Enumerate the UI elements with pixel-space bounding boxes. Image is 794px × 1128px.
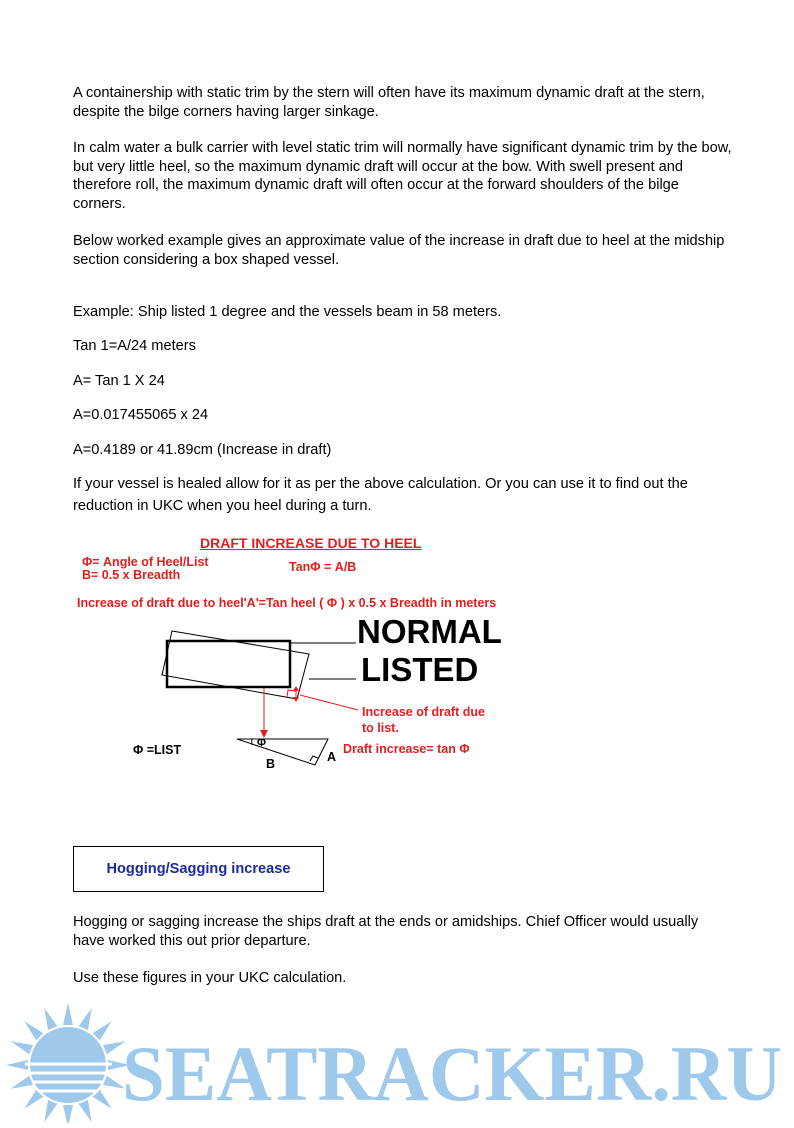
tan-formula: TanΦ = A/B	[289, 560, 357, 574]
legend-breadth: B= 0.5 x Breadth	[82, 568, 181, 582]
heel-triangle	[237, 739, 328, 765]
sun-logo	[0, 1000, 794, 1123]
hogging-sagging-title: Hogging/Sagging increase	[106, 861, 291, 877]
example-step-1: Tan 1=A/24 meters	[73, 338, 196, 354]
watermark	[0, 1000, 794, 1128]
example-step-4: A=0.4189 or 41.89cm (Increase in draft)	[73, 442, 332, 458]
example-step-3: A=0.017455065 x 24	[73, 407, 209, 423]
phi-list-label: Φ =LIST	[133, 743, 182, 757]
example-step-2: A= Tan 1 X 24	[73, 373, 165, 389]
use-figures-text: Use these figures in your UKC calculation.	[73, 970, 347, 986]
diagram-shapes	[0, 600, 794, 880]
paragraph-containership: A containership with static trim by the stern will often have its maximum dynamic draft at the stern, despite the bilge corners having larger sinkage.	[73, 85, 705, 120]
hogging-sagging-box	[73, 846, 324, 892]
right-angle-mark	[287, 690, 295, 697]
listed-label: LISTED	[361, 651, 479, 688]
normal-label: NORMAL	[357, 613, 502, 650]
increase-label-2: to list.	[362, 721, 399, 735]
legend-phi: Φ= Angle of Heel/List	[82, 555, 209, 569]
hogging-text: Hogging or sagging increase the ships draft at the ends or amidships. Chief Officer would usually have worked this out prior departure.	[73, 914, 699, 949]
paragraph-worked-example-intro: Below worked example gives an approximate value of the increase in draft due to heel at the midship section considering a box shaped vessel.	[73, 233, 725, 268]
a-label: A	[327, 750, 337, 764]
example-note: If your vessel is healed allow for it as per the above calculation. Or you can use it to find out the reduction in UKC when you heel during a turn.	[73, 476, 688, 514]
increase-label-1: Increase of draft due	[362, 705, 485, 719]
increase-pointer-line	[300, 695, 358, 710]
draft-increase-label: Draft increase= tan Φ	[343, 742, 470, 756]
example-intro: Example: Ship listed 1 degree and the vessels beam in 58 meters.	[73, 304, 502, 320]
watermark-text: SEATRACKER.RU	[122, 1030, 782, 1117]
phi-angle-symbol: Φ	[257, 737, 267, 749]
paragraph-bulk-carrier: In calm water a bulk carrier with level static trim will normally have significant dynamic trim by the bow, but very little heel, so the maximum dynamic draft will occur at the bow. With swell present and therefore roll, the maximum dynamic draft will often occur at the forward shoulders of the bilge corners.	[73, 140, 732, 212]
diagram-title: DRAFT INCREASE DUE TO HEEL	[200, 535, 422, 551]
increase-formula: Increase of draft due to heel'A'=Tan heel ( Φ ) x 0.5 x Breadth in meters	[77, 596, 497, 610]
b-label: B	[266, 757, 276, 771]
